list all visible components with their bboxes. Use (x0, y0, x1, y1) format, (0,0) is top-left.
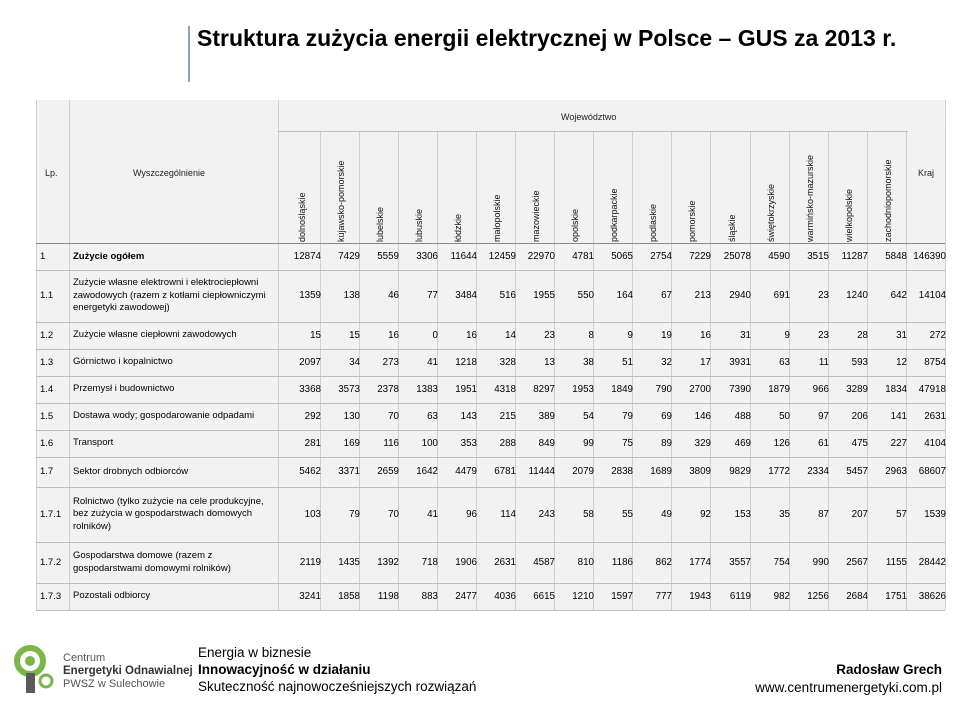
row-value: 169 (343, 437, 360, 449)
row-value: 49 (661, 508, 672, 520)
row-value: 11644 (450, 251, 477, 262)
row-value: 7390 (729, 383, 751, 395)
row-value: 146 (694, 410, 711, 422)
header-column (829, 132, 869, 242)
table-row-separator (36, 322, 945, 323)
header-column-label: opolskie (570, 208, 580, 242)
header-column (633, 132, 673, 242)
footer-author: Radosław Grech (836, 662, 942, 677)
table-grid-line (278, 100, 279, 610)
row-lp: 1.3 (40, 356, 54, 368)
row-value: 1435 (338, 556, 360, 568)
row-value: 8 (588, 329, 594, 341)
row-value: 1256 (807, 590, 829, 602)
header-column (751, 132, 791, 242)
row-lp: 1.7.3 (40, 590, 62, 602)
row-value: 328 (499, 356, 516, 368)
row-description: Pozostali odbiorcy (73, 590, 151, 602)
row-value: 982 (773, 590, 790, 602)
row-value: 2940 (729, 290, 751, 301)
header-column-label: kujawsko-pomorskie (336, 160, 346, 242)
row-value: 227 (890, 437, 907, 449)
row-value: 57 (896, 508, 907, 520)
row-value: 2963 (885, 466, 907, 477)
row-value: 28 (857, 329, 868, 341)
row-lp: 1.7.1 (40, 508, 62, 520)
row-value: 1642 (416, 466, 438, 477)
header-column-label: łódzkie (453, 213, 463, 242)
row-value: 213 (694, 290, 711, 301)
row-value: 164 (616, 290, 633, 301)
table-row-separator (36, 487, 945, 488)
row-value: 16 (388, 329, 399, 341)
header-column (790, 132, 830, 242)
header-column-label: dolnośląskie (297, 192, 307, 242)
row-value: 1943 (689, 590, 711, 602)
row-value: 8297 (533, 383, 555, 395)
row-value: 96 (466, 508, 477, 520)
row-value: 475 (851, 437, 868, 449)
row-value: 3809 (689, 466, 711, 477)
header-column-label: wielkopolskie (844, 188, 854, 242)
row-value: 41 (427, 356, 438, 368)
table-grid-line (945, 132, 946, 610)
row-value: 1198 (377, 590, 399, 602)
row-value: 1879 (768, 383, 790, 395)
table-row-separator (36, 349, 945, 350)
table-row-separator (36, 610, 945, 611)
row-value: 141 (890, 410, 907, 422)
row-value: 1210 (572, 590, 594, 602)
row-value: 1772 (768, 466, 790, 477)
row-value: 153 (734, 508, 751, 520)
row-value: 46 (388, 290, 399, 301)
row-value: 1955 (533, 290, 555, 301)
row-description: Transport (73, 437, 114, 449)
row-value: 5462 (299, 466, 321, 477)
row-value: 3573 (338, 383, 360, 395)
row-value: 2684 (846, 590, 868, 602)
header-column-label: zachodniopomorskie (883, 159, 893, 242)
row-value: 63 (779, 356, 790, 368)
row-value: 15 (310, 329, 321, 341)
row-value: 70 (388, 410, 399, 422)
footer-slogan-3: Skuteczność najnowocześniejszych rozwiązań (198, 679, 477, 694)
row-value: 288 (499, 437, 516, 449)
row-description: Zużycie ogółem (73, 250, 145, 262)
row-value: 13 (544, 356, 555, 368)
row-value: 488 (734, 410, 751, 422)
row-value: 5559 (377, 251, 399, 262)
row-value: 2700 (689, 383, 711, 395)
row-value: 516 (499, 290, 516, 301)
row-value: 34 (349, 356, 360, 368)
row-value: 31 (740, 329, 751, 341)
row-value: 2567 (846, 556, 868, 568)
row-value: 1951 (455, 383, 477, 395)
row-value: 1906 (455, 556, 477, 568)
row-lp: 1.7 (40, 466, 54, 477)
row-value: 12459 (488, 251, 516, 262)
table-row-separator (36, 270, 945, 271)
row-value: 99 (583, 437, 594, 449)
row-value: 718 (421, 556, 438, 568)
row-value: 207 (851, 508, 868, 520)
row-value: 3931 (729, 356, 751, 368)
row-value: 353 (460, 437, 477, 449)
row-value: 6119 (729, 590, 751, 602)
row-value: 58 (583, 508, 594, 520)
header-column (438, 132, 478, 242)
row-lp: 1.7.2 (40, 556, 62, 568)
row-value: 4590 (768, 251, 790, 262)
row-value: 3241 (299, 590, 321, 602)
row-value: 2378 (377, 383, 399, 395)
row-value: 550 (577, 290, 594, 301)
energy-logo-icon (12, 637, 58, 695)
table-row-separator (36, 403, 945, 404)
row-value: 642 (890, 290, 907, 301)
row-value: 138 (343, 290, 360, 301)
row-value: 67 (661, 290, 672, 301)
row-value: 126 (773, 437, 790, 449)
row-description: Zużycie własne elektrowni i elektrociepłowni zawodowych (razem z kotłami ciepłowniczymi energetyki zawodowej) (73, 277, 266, 314)
header-lp: Lp. (45, 168, 58, 178)
row-value: 1539 (924, 508, 946, 520)
row-value: 2477 (455, 590, 477, 602)
header-column-label: podkarpackie (609, 188, 619, 242)
row-value: 16 (700, 329, 711, 341)
header-column (399, 132, 439, 242)
row-value: 116 (383, 437, 399, 449)
row-description: Rolnictwo (tylko zużycie na cele produkcyjne, bez zużycia w gospodarstwach domowych rolników) (73, 495, 264, 532)
row-value: 35 (779, 508, 790, 520)
header-column (360, 132, 400, 242)
row-value: 4104 (924, 437, 946, 449)
row-value: 70 (388, 508, 399, 520)
header-column-label: małopolskie (492, 194, 502, 242)
row-lp: 1 (40, 251, 46, 262)
row-value: 3515 (807, 251, 829, 262)
row-value: 3371 (338, 466, 360, 477)
row-value: 9 (784, 329, 790, 341)
row-value: 1834 (885, 383, 907, 395)
row-lp: 1.2 (40, 329, 54, 341)
row-value: 6781 (494, 466, 516, 477)
table-row-separator (36, 376, 945, 377)
footer-slogan-1: Energia w biznesie (198, 645, 312, 660)
row-value: 89 (661, 437, 672, 449)
row-value: 1155 (885, 556, 907, 568)
row-value: 9 (627, 329, 633, 341)
row-value: 17 (700, 356, 711, 368)
row-value: 79 (349, 508, 360, 520)
row-value: 273 (382, 356, 399, 368)
row-value: 130 (343, 410, 360, 422)
row-value: 2659 (377, 466, 399, 477)
row-value: 69 (661, 410, 672, 422)
row-value: 862 (655, 556, 672, 568)
row-value: 4036 (494, 590, 516, 602)
table-row-separator (36, 430, 945, 431)
row-value: 3289 (846, 383, 868, 395)
row-description: Gospodarstwa domowe (razem z gospodarstwami domowymi rolników) (73, 550, 231, 574)
header-column (282, 132, 322, 242)
row-value: 389 (538, 410, 555, 422)
row-value: 9829 (729, 466, 751, 477)
row-value: 97 (818, 410, 829, 422)
row-value: 8754 (924, 356, 946, 368)
row-value: 51 (622, 356, 633, 368)
row-value: 14 (505, 329, 516, 341)
row-lp: 1.5 (40, 410, 54, 422)
row-value: 77 (427, 290, 438, 301)
row-value: 25078 (723, 251, 751, 262)
header-column (516, 132, 556, 242)
row-value: 593 (851, 356, 868, 368)
header-column-label: świętokrzyskie (766, 183, 776, 242)
logo-line-2: Energetyki Odnawialnej (63, 665, 193, 677)
row-value: 38626 (918, 590, 946, 602)
row-value: 883 (421, 590, 438, 602)
row-lp: 1.6 (40, 437, 54, 449)
row-value: 1186 (611, 556, 633, 568)
row-value: 2631 (494, 556, 516, 568)
header-column-label: warmińsko-mazurskie (805, 154, 815, 242)
row-value: 5848 (885, 251, 907, 262)
header-voivodeship-group: Województwo (561, 112, 617, 122)
row-value: 4318 (494, 383, 516, 395)
row-value: 23 (818, 329, 829, 341)
header-column (672, 132, 712, 242)
table-grid-line (69, 100, 70, 610)
row-lp: 1.1 (40, 290, 54, 301)
row-value: 1849 (611, 383, 633, 395)
header-column-label: śląskie (727, 214, 737, 242)
row-description: Przemysł i budownictwo (73, 383, 175, 395)
row-value: 329 (694, 437, 711, 449)
row-value: 206 (851, 410, 868, 422)
header-column-label: pomorskie (687, 200, 697, 242)
row-value: 790 (655, 383, 672, 395)
row-value: 146390 (913, 251, 946, 262)
row-value: 28442 (918, 556, 946, 568)
header-column-label: lubuskie (414, 208, 424, 242)
row-value: 50 (779, 410, 790, 422)
row-description: Dostawa wody; gospodarowanie odpadami (73, 410, 255, 422)
header-column (712, 132, 752, 242)
row-value: 143 (460, 410, 477, 422)
row-value: 41 (427, 508, 438, 520)
row-value: 1774 (689, 556, 711, 568)
row-value: 22970 (527, 251, 555, 262)
row-value: 19 (661, 329, 672, 341)
row-description: Sektor drobnych odbiorców (73, 465, 189, 477)
row-value: 54 (583, 410, 594, 422)
row-value: 1218 (455, 356, 477, 368)
row-value: 12874 (293, 251, 321, 262)
header-column-kraj: Kraj (918, 168, 935, 178)
row-value: 469 (734, 437, 751, 449)
row-value: 754 (773, 556, 790, 568)
logo-line-1: Centrum (63, 652, 106, 664)
table-row-separator (36, 542, 945, 543)
row-value: 7429 (338, 251, 360, 262)
row-value: 11287 (841, 251, 868, 262)
row-value: 7229 (689, 251, 711, 262)
header-column (868, 132, 908, 242)
row-value: 4587 (533, 556, 555, 568)
row-value: 31 (896, 329, 907, 341)
row-value: 23 (818, 290, 829, 301)
row-value: 2754 (650, 251, 672, 262)
row-value: 114 (500, 508, 516, 520)
row-value: 61 (818, 437, 829, 449)
row-value: 2119 (299, 556, 321, 568)
header-column-label: mazowieckie (531, 190, 541, 242)
table-row-separator (36, 457, 945, 458)
row-value: 4781 (572, 251, 594, 262)
row-value: 1953 (572, 383, 594, 395)
row-value: 3368 (299, 383, 321, 395)
logo-line-3: PWSZ w Sulechowie (63, 678, 166, 690)
row-value: 272 (929, 329, 946, 341)
table-grid-line (36, 243, 945, 244)
row-value: 75 (622, 437, 633, 449)
table-row-separator (36, 583, 945, 584)
row-value: 5065 (611, 251, 633, 262)
row-value: 777 (655, 590, 672, 602)
header-column (555, 132, 595, 242)
row-value: 1392 (377, 556, 399, 568)
header-column (594, 132, 634, 242)
header-column (321, 132, 361, 242)
row-value: 849 (538, 437, 555, 449)
row-value: 1597 (611, 590, 633, 602)
row-value: 63 (427, 410, 438, 422)
row-value: 2334 (807, 466, 829, 477)
row-value: 68607 (918, 466, 946, 477)
row-value: 1359 (299, 290, 321, 301)
row-value: 38 (583, 356, 594, 368)
title-accent-bar (188, 26, 190, 82)
row-value: 103 (304, 508, 321, 520)
row-value: 810 (577, 556, 594, 568)
row-value: 23 (544, 329, 555, 341)
row-value: 87 (818, 508, 829, 520)
row-value: 2631 (924, 410, 946, 422)
row-value: 215 (499, 410, 516, 422)
row-value: 3484 (455, 290, 477, 301)
row-value: 12 (896, 356, 907, 368)
logo-text (63, 652, 193, 691)
row-value: 3557 (729, 556, 751, 568)
row-value: 1240 (846, 290, 868, 301)
row-value: 3306 (416, 251, 438, 262)
slide-title: Struktura zużycia energii elektrycznej w Polsce – GUS za 2013 r. (197, 25, 897, 51)
row-value: 11 (818, 356, 829, 368)
header-column-label: podlaskie (648, 203, 658, 242)
row-value: 100 (421, 437, 438, 449)
footer-slogan-2: Innowacyjność w działaniu (198, 662, 371, 677)
row-value: 6615 (533, 590, 555, 602)
header-description: Wyszczególnienie (133, 168, 205, 178)
row-value: 32 (661, 356, 672, 368)
row-value: 281 (304, 437, 321, 449)
row-value: 1383 (416, 383, 438, 395)
footer-website[interactable]: www.centrumenergetyki.com.pl (755, 680, 942, 695)
row-value: 292 (304, 410, 321, 422)
row-value: 0 (432, 329, 438, 341)
row-value: 47918 (918, 383, 946, 395)
row-value: 2097 (299, 356, 321, 368)
row-value: 55 (622, 508, 633, 520)
row-value: 11444 (528, 466, 555, 477)
row-value: 243 (538, 508, 555, 520)
row-description: Górnictwo i kopalnictwo (73, 356, 173, 368)
header-column-label: lubelskie (375, 206, 385, 242)
header-column (477, 132, 517, 242)
row-value: 79 (622, 410, 633, 422)
row-value: 1751 (885, 590, 907, 602)
row-value: 14104 (918, 290, 946, 301)
row-value: 15 (349, 329, 360, 341)
row-description: Zużycie własne ciepłowni zawodowych (73, 329, 237, 341)
row-value: 2838 (611, 466, 633, 477)
row-value: 1689 (650, 466, 672, 477)
row-value: 16 (466, 329, 477, 341)
row-value: 4479 (455, 466, 477, 477)
row-lp: 1.4 (40, 383, 54, 395)
row-value: 990 (812, 556, 829, 568)
row-value: 2079 (572, 466, 594, 477)
row-value: 691 (773, 290, 790, 301)
row-value: 5457 (846, 466, 868, 477)
row-value: 1858 (338, 590, 360, 602)
row-value: 92 (700, 508, 711, 520)
row-value: 966 (812, 383, 829, 395)
